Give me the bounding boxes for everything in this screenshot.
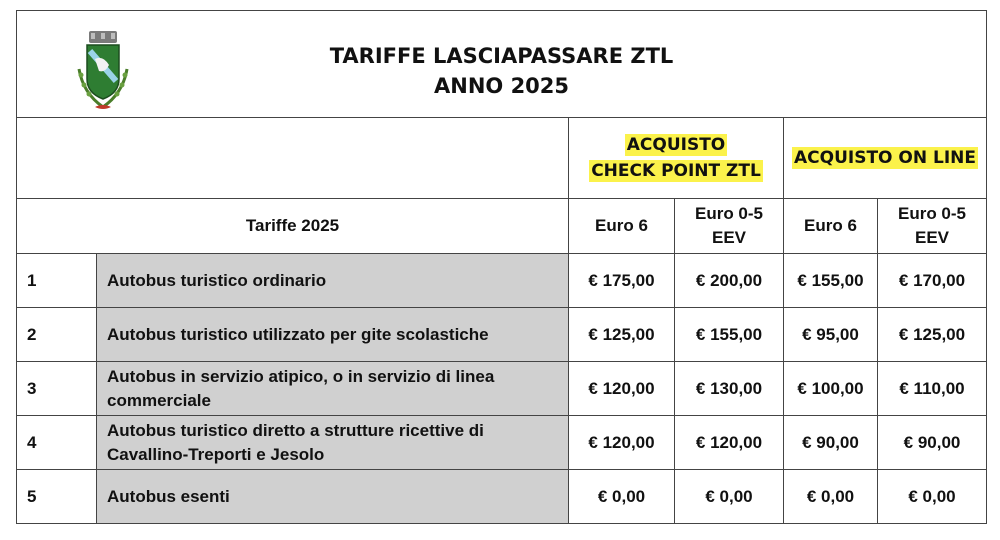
- row-number: 1: [17, 254, 97, 308]
- row-description-line-1: Autobus turistico diretto a strutture ricettive di: [107, 420, 484, 440]
- online-euro05-price: € 110,00: [878, 362, 987, 416]
- row-number: 4: [17, 416, 97, 470]
- table-row: [17, 254, 987, 308]
- checkpoint-euro6-price: € 0,00: [569, 470, 675, 524]
- online-euro6-price: € 155,00: [784, 254, 878, 308]
- row-number: 3: [17, 362, 97, 416]
- row-description-line-1: Autobus in servizio atipico, o in servizio di linea: [107, 366, 495, 386]
- municipal-crest-icon: [75, 29, 131, 113]
- online-euro6-header: Euro 6: [784, 199, 878, 254]
- checkpoint-euro05-price: € 0,00: [675, 470, 784, 524]
- online-euro6-price: € 100,00: [784, 362, 878, 416]
- table-row: [17, 470, 987, 524]
- table-row: [17, 308, 987, 362]
- title-cell: [17, 11, 987, 118]
- online-label: ACQUISTO ON LINE: [793, 148, 977, 168]
- online-euro05-line-2: EEV: [914, 228, 950, 247]
- online-euro05-price: € 125,00: [878, 308, 987, 362]
- checkpoint-label-line-2: CHECK POINT ZTL: [591, 161, 761, 181]
- row-description-line-2: commerciale: [107, 390, 211, 410]
- checkpoint-euro05-price: € 120,00: [675, 416, 784, 470]
- group-header-row: [17, 118, 987, 199]
- checkpoint-euro05-price: € 130,00: [675, 362, 784, 416]
- tariffe-header: Tariffe 2025: [17, 199, 569, 254]
- tariff-table: [16, 10, 987, 524]
- row-number: 2: [17, 308, 97, 362]
- tariff-sheet: [16, 10, 986, 528]
- checkpoint-group-header: [569, 118, 784, 199]
- checkpoint-euro6-price: € 125,00: [569, 308, 675, 362]
- checkpoint-euro6-price: € 120,00: [569, 362, 675, 416]
- row-description: Autobus turistico utilizzato per gite scolastiche: [97, 308, 569, 362]
- row-description: [97, 362, 569, 416]
- checkpoint-label-line-1: ACQUISTO: [626, 135, 726, 155]
- online-euro6-price: € 95,00: [784, 308, 878, 362]
- checkpoint-euro05-header: [675, 199, 784, 254]
- online-euro05-price: € 90,00: [878, 416, 987, 470]
- online-euro05-price: € 170,00: [878, 254, 987, 308]
- empty-header-cell: [17, 118, 569, 199]
- table-row: [17, 362, 987, 416]
- title-line-1: TARIFFE LASCIAPASSARE ZTL: [329, 44, 674, 68]
- online-euro05-header: [878, 199, 987, 254]
- sub-header-row: [17, 199, 987, 254]
- checkpoint-euro05-line-1: Euro 0-5: [694, 204, 764, 223]
- checkpoint-euro05-price: € 200,00: [675, 254, 784, 308]
- online-euro6-price: € 90,00: [784, 416, 878, 470]
- page-title: [17, 27, 986, 101]
- row-description: Autobus turistico ordinario: [97, 254, 569, 308]
- row-description: [97, 416, 569, 470]
- table-row: [17, 416, 987, 470]
- checkpoint-euro6-header: Euro 6: [569, 199, 675, 254]
- checkpoint-euro6-price: € 120,00: [569, 416, 675, 470]
- online-euro05-price: € 0,00: [878, 470, 987, 524]
- row-description: Autobus esenti: [97, 470, 569, 524]
- online-euro05-line-1: Euro 0-5: [897, 204, 967, 223]
- checkpoint-euro05-line-2: EEV: [711, 228, 747, 247]
- checkpoint-euro6-price: € 175,00: [569, 254, 675, 308]
- checkpoint-euro05-price: € 155,00: [675, 308, 784, 362]
- row-number: 5: [17, 470, 97, 524]
- online-euro6-price: € 0,00: [784, 470, 878, 524]
- title-line-2: ANNO 2025: [434, 74, 570, 98]
- row-description-line-2: Cavallino-Treporti e Jesolo: [107, 444, 325, 464]
- title-row: [17, 11, 987, 118]
- online-group-header: [784, 118, 987, 199]
